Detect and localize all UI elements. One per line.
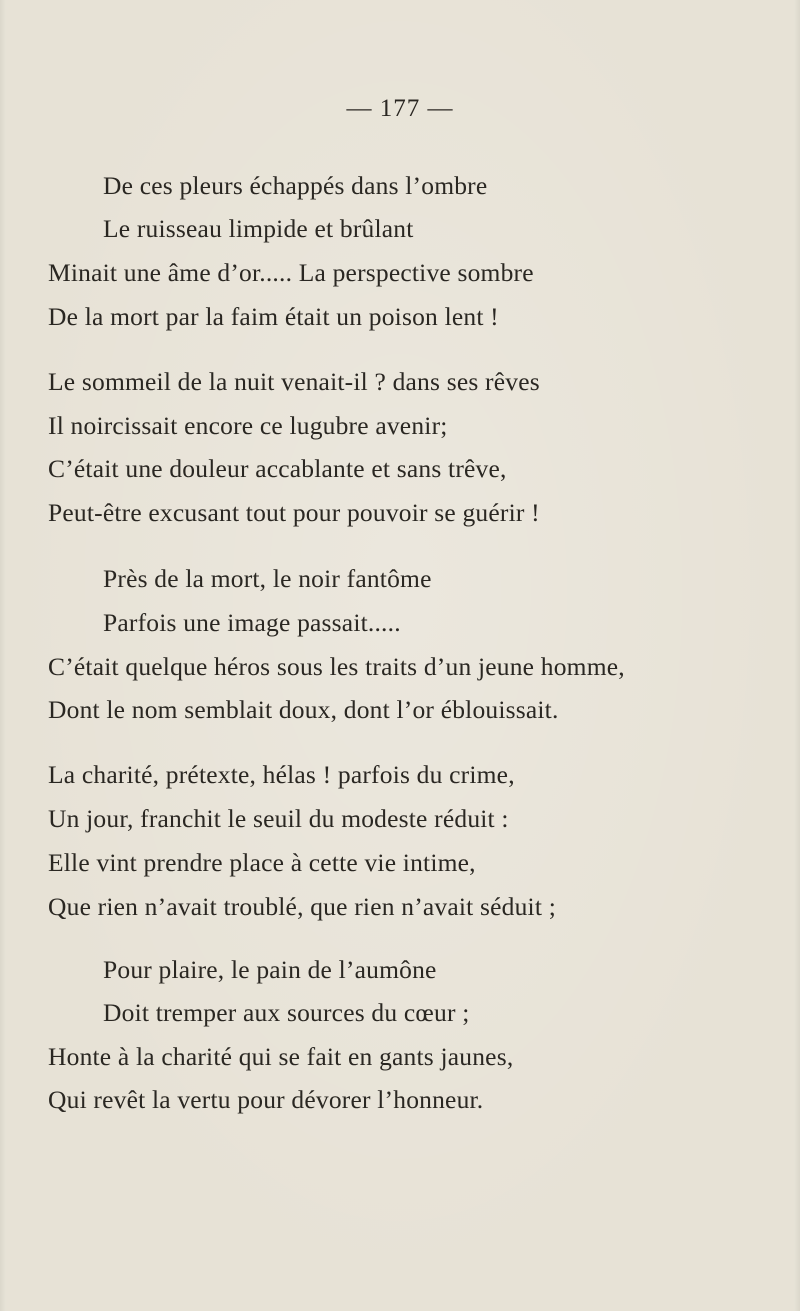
stanza-1-line-1: De ces pleurs échappés dans l’ombre bbox=[103, 171, 488, 200]
stanza-2-line-1: Le sommeil de la nuit venait-il ? dans ses rêves bbox=[48, 367, 540, 396]
stanza-3-line-3: C’était quelque héros sous les traits d’un jeune homme, bbox=[48, 652, 625, 681]
stanza-5-line-1: Pour plaire, le pain de l’aumône bbox=[103, 955, 437, 984]
stanza-4-line-3: Elle vint prendre place à cette vie intime, bbox=[48, 848, 476, 877]
stanza-2-line-3: C’était une douleur accablante et sans trêve, bbox=[48, 454, 507, 483]
stanza-2-line-4: Peut-être excusant tout pour pouvoir se guérir ! bbox=[48, 498, 540, 527]
page-number: — 177 — bbox=[346, 95, 454, 122]
stanza-1-line-4: De la mort par la faim était un poison lent ! bbox=[48, 302, 499, 331]
stanza-5-line-2: Doit tremper aux sources du cœur ; bbox=[103, 998, 470, 1027]
stanza-5-line-3: Honte à la charité qui se fait en gants jaunes, bbox=[48, 1042, 514, 1071]
stanza-3-line-1: Près de la mort, le noir fantôme bbox=[103, 564, 432, 593]
stanza-4-line-4: Que rien n’avait troublé, que rien n’avait séduit ; bbox=[48, 892, 556, 921]
stanza-1-line-3: Minait une âme d’or..... La perspective sombre bbox=[48, 258, 534, 287]
stanza-5-line-4: Qui revêt la vertu pour dévorer l’honneur. bbox=[48, 1085, 484, 1114]
stanza-4-line-1: La charité, prétexte, hélas ! parfois du crime, bbox=[48, 760, 515, 789]
stanza-4-line-2: Un jour, franchit le seuil du modeste réduit : bbox=[48, 804, 509, 833]
stanza-2-line-2: Il noircissait encore ce lugubre avenir; bbox=[48, 411, 448, 440]
stanza-3-line-4: Dont le nom semblait doux, dont l’or éblouissait. bbox=[48, 695, 559, 724]
stanza-1-line-2: Le ruisseau limpide et brûlant bbox=[103, 214, 414, 243]
stanza-3-line-2: Parfois une image passait..... bbox=[103, 608, 401, 637]
